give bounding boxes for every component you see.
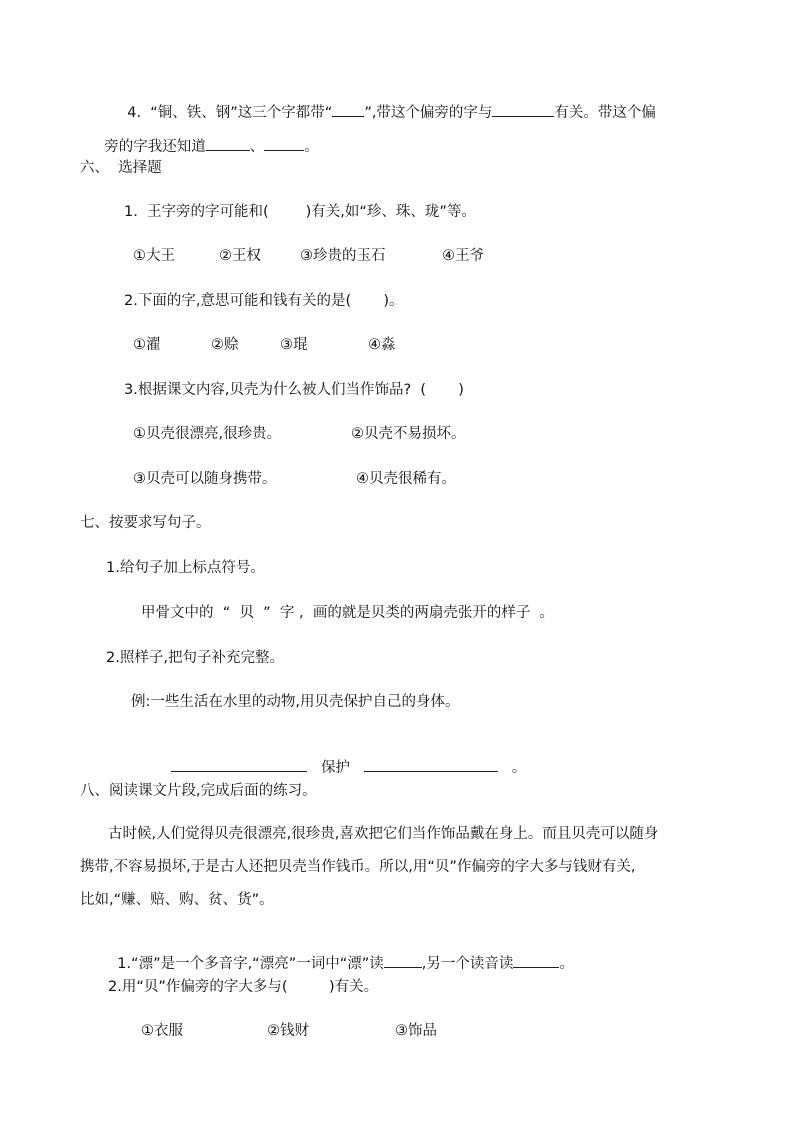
option[interactable]: ①濯 — [133, 337, 161, 353]
question-4-text-part-5: 、 — [249, 139, 265, 155]
answer-blank[interactable] — [492, 102, 554, 117]
option[interactable]: ①衣服 — [141, 1023, 183, 1039]
answer-blank[interactable] — [384, 953, 422, 968]
option[interactable]: ④淼 — [368, 337, 396, 353]
option[interactable]: ③珍贵的玉石 — [300, 248, 386, 264]
option[interactable]: ②赊 — [211, 337, 239, 353]
reading-paragraph-line: 携带,不容易损坏,于是古人还把贝壳当作钱币。所以,用“贝”作偏旁的字大多与钱财有关, — [80, 859, 636, 875]
section-7-title: 七、按要求写句子。 — [80, 515, 211, 531]
option[interactable]: ③饰品 — [395, 1023, 437, 1039]
question-4-text-part-4: 旁的字我还知道 — [104, 139, 206, 155]
section-8-question-2: 2.用“贝”作偏旁的字大多与( )有关。 — [108, 979, 379, 995]
question-text: ,另一个读音读 — [421, 956, 514, 972]
reading-paragraph-line: 古时候,人们觉得贝壳很漂亮,很珍贵,喜欢把它们当作饰品戴在身上。而且贝壳可以随身 — [108, 826, 659, 842]
answer-blank[interactable] — [171, 757, 307, 772]
section-8-question-1 — [108, 933, 574, 974]
section-6-title: 六、 选择题 — [80, 160, 162, 176]
section-7-example: 例:一些生活在水里的动物,用贝壳保护自己的身体。 — [131, 694, 460, 710]
option[interactable]: ②钱财 — [267, 1023, 309, 1039]
section-8-title: 八、阅读课文片段,完成后面的练习。 — [80, 783, 317, 799]
section-7-sentence: 甲骨文中的 “ 贝 ” 字 , 画的就是贝类的两扇壳张开的样子 。 — [141, 605, 555, 621]
option[interactable]: ①大王 — [133, 248, 175, 264]
fill-word: 保护 — [321, 760, 351, 776]
section-6-question-1: 1. 王字旁的字可能和( )有关,如“珍、珠、珑”等。 — [124, 204, 476, 220]
question-4-text-part-1: 4. “铜、铁、钢”这三个字都带“ — [127, 105, 333, 121]
option[interactable]: ②王权 — [219, 248, 261, 264]
reading-paragraph-line: 比如,“赚、赔、购、贫、货”。 — [80, 892, 274, 908]
option[interactable]: ③贝壳可以随身携带。 — [133, 471, 277, 487]
question-text: 1.“漂”是一个多音字,“漂亮”一词中“漂”读 — [117, 956, 384, 972]
section-7-fill-line — [162, 737, 526, 778]
answer-blank[interactable] — [513, 953, 559, 968]
fill-end: 。 — [511, 760, 527, 776]
option[interactable]: ①贝壳很漂亮,很珍贵。 — [133, 426, 282, 442]
option[interactable]: ④贝壳很稀有。 — [356, 471, 456, 487]
answer-blank[interactable] — [364, 757, 498, 772]
option[interactable]: ③琨 — [280, 337, 308, 353]
answer-blank[interactable] — [264, 136, 304, 151]
option[interactable]: ④王爷 — [442, 248, 484, 264]
question-text: 。 — [559, 956, 574, 972]
section-6-question-2: 2.下面的字,意思可能和钱有关的是( )。 — [124, 293, 404, 309]
question-4-text-part-3: 有关。带这个偏 — [554, 105, 656, 121]
question-4-text-part-6: 。 — [304, 139, 319, 155]
section-7-question-1: 1.给句子加上标点符号。 — [106, 560, 265, 576]
option[interactable]: ②贝壳不易损坏。 — [351, 426, 466, 442]
answer-blank[interactable] — [206, 136, 250, 151]
question-4-line-2 — [95, 116, 319, 157]
answer-blank[interactable] — [332, 102, 364, 117]
section-6-question-3: 3.根据课文内容,贝壳为什么被人们当作饰品? ( ) — [124, 382, 464, 398]
section-7-question-2: 2.照样子,把句子补充完整。 — [106, 650, 284, 666]
question-4-text-part-2: ”,带这个偏旁的字与 — [364, 105, 493, 121]
